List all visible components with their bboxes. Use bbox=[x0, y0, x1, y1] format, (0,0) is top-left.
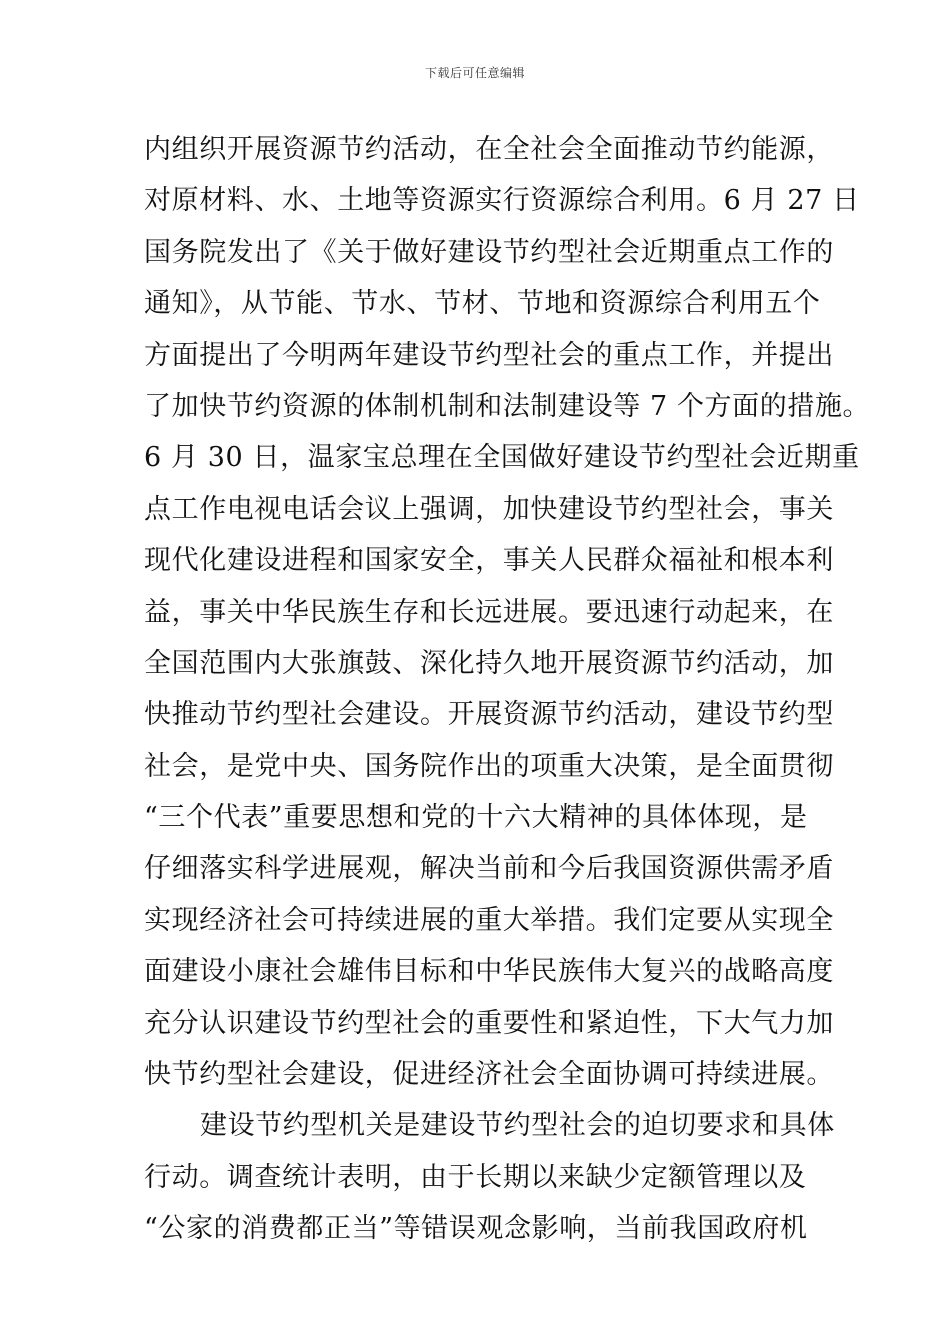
text-line: 对原材料、水、土地等资源实行资源综合利用。6 月 27 日 bbox=[144, 185, 860, 217]
text-line: 社会，是党中央、国务院作出的项重大决策，是全面贯彻 bbox=[144, 750, 834, 782]
text-line: 面建设小康社会雄伟目标和中华民族伟大复兴的战略高度 bbox=[144, 956, 834, 988]
body-text bbox=[144, 124, 871, 1255]
text-line: 益，事关中华民族生存和长远进展。要迅速行动起来，在 bbox=[144, 596, 834, 628]
text-line: 实现经济社会可持续进展的重大举措。我们定要从实现全 bbox=[144, 904, 834, 936]
text-line: 快推动节约型社会建设。开展资源节约活动，建设节约型 bbox=[144, 699, 834, 731]
text-line: “三个代表”重要思想和党的十六大精神的具体体现，是 bbox=[144, 802, 808, 834]
text-line: 点工作电视电话会议上强调，加快建设节约型社会，事关 bbox=[144, 493, 834, 525]
paragraph-start-line: 建设节约型机关是建设节约型社会的迫切要求和具体 bbox=[200, 1110, 835, 1142]
text-line: 内组织开展资源节约活动，在全社会全面推动节约能源， bbox=[144, 134, 834, 165]
text-line: 现代化建设进程和国家安全，事关人民群众福祉和根本利 bbox=[144, 545, 834, 577]
header-note: 下载后可任意编辑 bbox=[424, 66, 525, 80]
text-line: 了加快节约资源的体制机制和法制建设等 7 个方面的措施。 bbox=[144, 390, 871, 422]
text-line: 通知》，从节能、节水、节材、节地和资源综合利用五个 bbox=[144, 288, 821, 320]
text-line: 6 月 30 日，温家宝总理在全国做好建设节约型社会近期重 bbox=[144, 442, 860, 474]
text-line: 全国范围内大张旗鼓、深化持久地开展资源节约活动，加 bbox=[144, 647, 834, 679]
text-line: 行动。调查统计表明，由于长期以来缺少定额管理以及 bbox=[144, 1161, 807, 1193]
text-line: 快节约型社会建设，促进经济社会全面协调可持续进展。 bbox=[144, 1059, 834, 1091]
text-line: 仔细落实科学进展观，解决当前和今后我国资源供需矛盾 bbox=[144, 853, 834, 885]
text-line: “公家的消费都正当”等错误观念影响，当前我国政府机 bbox=[144, 1213, 808, 1245]
text-line: 国务院发出了《关于做好建设节约型社会近期重点工作的 bbox=[144, 236, 834, 268]
text-line: 方面提出了今明两年建设节约型社会的重点工作，并提出 bbox=[144, 339, 834, 371]
text-line: 充分认识建设节约型社会的重要性和紧迫性，下大气力加 bbox=[144, 1007, 834, 1039]
